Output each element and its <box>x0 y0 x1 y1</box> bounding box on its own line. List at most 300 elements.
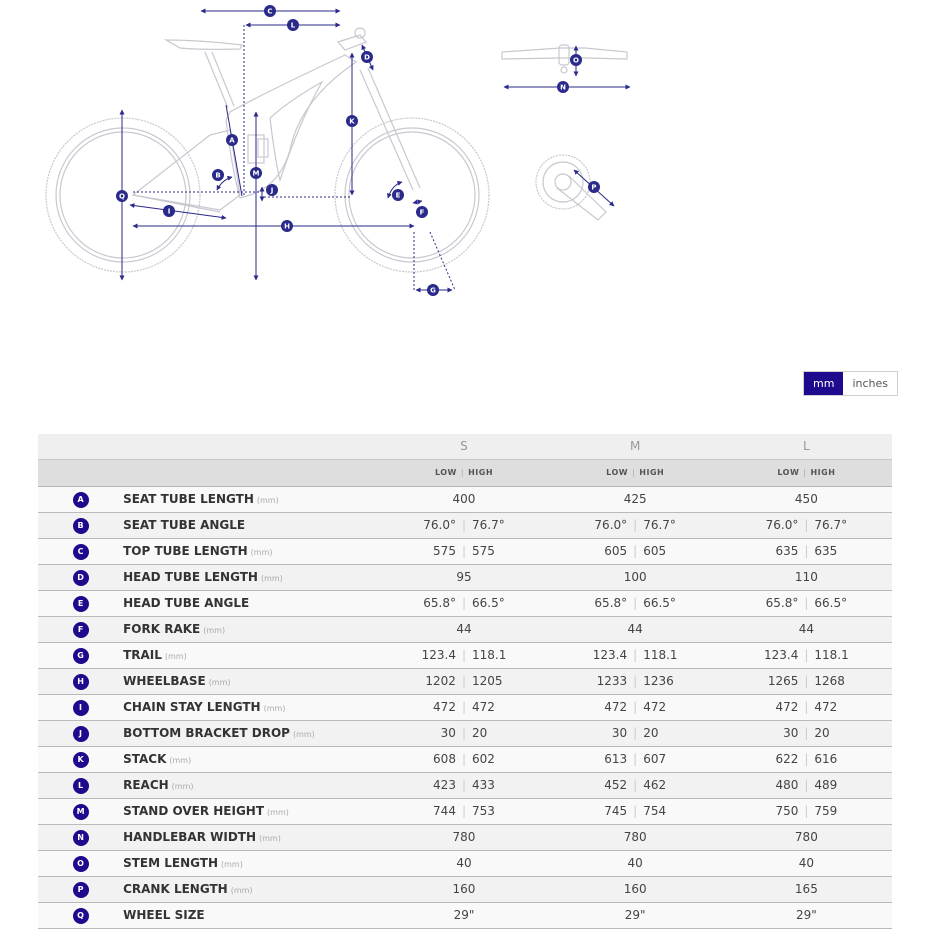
svg-text:A: A <box>229 136 235 145</box>
separator: | <box>461 804 466 818</box>
geometry-table <box>38 434 892 929</box>
value-high: 616 <box>814 752 838 766</box>
value-low: 744 <box>433 804 456 818</box>
geometry-diagram <box>0 0 934 310</box>
row-label-cell <box>123 486 378 512</box>
row-key-badge: C <box>73 544 89 560</box>
value-low: 472 <box>775 700 799 714</box>
marker-o <box>570 54 582 66</box>
separator: | <box>461 700 466 714</box>
value-low: 65.8° <box>594 596 628 610</box>
value-high: 1268 <box>814 674 845 688</box>
value-high: 433 <box>472 778 495 792</box>
row-label-cell <box>123 876 378 902</box>
row-key-badge: A <box>73 492 89 508</box>
svg-text:G: G <box>430 286 436 295</box>
value-high: 76.7° <box>814 518 848 532</box>
value-cell-l <box>721 590 892 616</box>
value-cell-m <box>550 746 721 772</box>
value-low: 76.0° <box>765 518 799 532</box>
separator: | <box>803 468 807 477</box>
separator: | <box>460 468 465 477</box>
value-low: 65.8° <box>765 596 799 610</box>
value-high: 754 <box>643 804 667 818</box>
value-cell-s <box>378 512 549 538</box>
empty-header <box>38 459 123 486</box>
value-low: 65.8° <box>423 596 456 610</box>
geometry-table-body <box>38 486 892 928</box>
marker-p <box>588 181 600 193</box>
value-cell-m <box>550 642 721 668</box>
low-high-header <box>378 459 549 486</box>
value-low: 635 <box>775 544 799 558</box>
separator: | <box>633 596 638 610</box>
value-cell-s <box>378 590 549 616</box>
row-label-cell <box>123 512 378 538</box>
value-cell-l <box>721 772 892 798</box>
value-high: 66.5° <box>643 596 676 610</box>
value-high: 1236 <box>643 674 674 688</box>
marker-g <box>427 284 439 296</box>
separator: | <box>461 726 466 740</box>
row-key-badge: G <box>73 648 89 664</box>
value: 40 <box>798 856 815 870</box>
unit-mm-button[interactable]: mm <box>804 372 843 395</box>
value-cell-l <box>721 746 892 772</box>
row-label-cell <box>123 902 378 928</box>
value-cell-m <box>550 668 721 694</box>
value-low: 472 <box>433 700 456 714</box>
value-cell-l <box>721 616 892 642</box>
separator: | <box>461 648 466 662</box>
size-header-row <box>38 434 892 459</box>
row-key-badge: B <box>73 518 89 534</box>
badge-cell <box>38 772 123 798</box>
separator: | <box>633 544 638 558</box>
value: 44 <box>456 622 472 636</box>
value-cell-s <box>378 746 549 772</box>
value-cell-m <box>550 564 721 590</box>
value-cell-s <box>378 772 549 798</box>
row-key-badge: F <box>73 622 89 638</box>
value: 40 <box>627 856 643 870</box>
value-low: 76.0° <box>423 518 456 532</box>
badge-cell <box>38 564 123 590</box>
value-high: 462 <box>643 778 667 792</box>
table-row <box>38 668 892 694</box>
row-label: HANDLEBAR WIDTH <box>123 830 257 844</box>
svg-text:L: L <box>290 21 296 30</box>
value: 165 <box>794 882 818 896</box>
row-unit: (mm) <box>250 548 273 557</box>
high-label: HIGH <box>639 468 665 477</box>
value-low: 605 <box>604 544 628 558</box>
separator: | <box>804 596 809 610</box>
separator: | <box>804 674 809 688</box>
row-label: FORK RAKE <box>123 622 201 636</box>
value: 44 <box>627 622 643 636</box>
table-row <box>38 590 892 616</box>
value-cell-s <box>378 720 549 746</box>
handlebar-illustration <box>502 45 627 73</box>
table-row <box>38 746 892 772</box>
separator: | <box>633 674 638 688</box>
table-row <box>38 772 892 798</box>
row-label: WHEELBASE <box>123 674 206 688</box>
value-cell-l <box>721 538 892 564</box>
value-cell-m <box>550 590 721 616</box>
value-low: 480 <box>775 778 799 792</box>
separator: | <box>804 544 809 558</box>
value-high: 607 <box>643 752 667 766</box>
value-cell-m <box>550 616 721 642</box>
marker-c <box>264 5 276 17</box>
value-cell-s <box>378 694 549 720</box>
row-unit: (mm) <box>203 626 226 635</box>
value: 95 <box>456 570 472 584</box>
separator: | <box>461 778 466 792</box>
row-label: HEAD TUBE LENGTH <box>123 570 258 584</box>
value-low: 622 <box>775 752 799 766</box>
value-high: 472 <box>814 700 838 714</box>
separator: | <box>632 468 636 477</box>
value-low: 30 <box>440 726 456 740</box>
value-cell-m <box>550 720 721 746</box>
value-cell-s <box>378 902 549 928</box>
separator: | <box>804 518 809 532</box>
value-high: 575 <box>472 544 495 558</box>
value-cell-m <box>550 798 721 824</box>
badge-cell <box>38 746 123 772</box>
svg-text:H: H <box>284 222 290 231</box>
value-cell-l <box>721 798 892 824</box>
size-header-m: M <box>629 439 641 454</box>
svg-text:K: K <box>349 117 355 126</box>
separator: | <box>633 726 638 740</box>
value: 425 <box>623 492 647 506</box>
value-high: 76.7° <box>643 518 676 532</box>
row-label-cell <box>123 668 378 694</box>
row-label: CHAIN STAY LENGTH <box>123 700 261 714</box>
row-key-badge: I <box>73 700 89 716</box>
row-unit: (mm) <box>164 652 187 661</box>
separator: | <box>804 804 809 818</box>
low-label: LOW <box>777 468 800 477</box>
value-high: 753 <box>472 804 495 818</box>
svg-text:O: O <box>573 56 579 65</box>
value-cell-l <box>721 824 892 850</box>
row-unit: (mm) <box>169 756 192 765</box>
separator: | <box>461 674 466 688</box>
badge-cell <box>38 902 123 928</box>
value-cell-m <box>550 772 721 798</box>
marker-h <box>281 220 293 232</box>
row-label: STEM LENGTH <box>123 856 218 870</box>
unit-toggle <box>803 371 898 396</box>
value-low: 750 <box>775 804 799 818</box>
row-label-cell <box>123 616 378 642</box>
value-cell-l <box>721 902 892 928</box>
row-key-badge: K <box>73 752 89 768</box>
value-high: 20 <box>814 726 830 740</box>
value-low: 745 <box>604 804 628 818</box>
value: 160 <box>452 882 476 896</box>
value-cell-m <box>550 512 721 538</box>
value-low: 608 <box>433 752 456 766</box>
value-high: 1205 <box>472 674 503 688</box>
table-row <box>38 876 892 902</box>
row-label: CRANK LENGTH <box>123 882 228 896</box>
value-low: 1202 <box>425 674 456 688</box>
row-key-badge: M <box>73 804 89 820</box>
row-label: STACK <box>123 752 167 766</box>
table-row <box>38 824 892 850</box>
badge-cell <box>38 486 123 512</box>
row-label-cell <box>123 720 378 746</box>
value-cell-s <box>378 876 549 902</box>
value-high: 472 <box>643 700 667 714</box>
separator: | <box>461 518 466 532</box>
size-header-l: L <box>803 439 810 454</box>
row-label-cell <box>123 824 378 850</box>
row-key-badge: H <box>73 674 89 690</box>
value-high: 66.5° <box>814 596 848 610</box>
svg-text:N: N <box>560 83 566 92</box>
separator: | <box>804 726 809 740</box>
row-unit: (mm) <box>259 834 281 843</box>
row-key-badge: L <box>73 778 89 794</box>
separator: | <box>633 518 638 532</box>
svg-text:D: D <box>364 53 370 62</box>
separator: | <box>804 700 809 714</box>
value: 40 <box>456 856 472 870</box>
value-cell-s <box>378 668 549 694</box>
svg-text:F: F <box>419 208 425 217</box>
row-unit: (mm) <box>171 782 194 791</box>
badge-cell <box>38 798 123 824</box>
value-high: 605 <box>643 544 667 558</box>
svg-text:P: P <box>591 183 597 192</box>
table-row <box>38 850 892 876</box>
row-key-badge: P <box>73 882 89 898</box>
value-low: 423 <box>433 778 456 792</box>
value: 450 <box>794 492 818 506</box>
value-cell-l <box>721 876 892 902</box>
svg-text:M: M <box>252 169 260 178</box>
separator: | <box>633 804 638 818</box>
row-key-badge: E <box>73 596 89 612</box>
value: 780 <box>794 830 818 844</box>
row-unit: (mm) <box>208 678 231 687</box>
value-cell-s <box>378 824 549 850</box>
separator: | <box>461 752 466 766</box>
row-label: SEAT TUBE LENGTH <box>123 492 254 506</box>
svg-text:J: J <box>270 186 274 195</box>
value-cell-l <box>721 720 892 746</box>
separator: | <box>633 778 638 792</box>
row-label-cell <box>123 564 378 590</box>
low-high-header-row <box>38 459 892 486</box>
value-cell-m <box>550 876 721 902</box>
row-label-cell <box>123 694 378 720</box>
row-key-badge: J <box>73 726 89 742</box>
empty-header <box>123 434 378 459</box>
value-high: 20 <box>472 726 488 740</box>
badge-cell <box>38 876 123 902</box>
row-unit: (mm) <box>256 496 279 505</box>
badge-cell <box>38 850 123 876</box>
svg-text:B: B <box>215 171 221 180</box>
value-cell-s <box>378 798 549 824</box>
row-label-cell <box>123 798 378 824</box>
high-label: HIGH <box>810 468 836 477</box>
value: 29" <box>795 908 817 922</box>
marker-f <box>416 206 428 218</box>
value-cell-s <box>378 850 549 876</box>
svg-text:I: I <box>167 207 171 216</box>
badge-cell <box>38 512 123 538</box>
badge-cell <box>38 590 123 616</box>
table-row <box>38 538 892 564</box>
value: 160 <box>623 882 647 896</box>
value-high: 489 <box>814 778 838 792</box>
empty-header <box>123 459 378 486</box>
value-high: 118.1 <box>814 648 849 662</box>
value-low: 1265 <box>767 674 799 688</box>
value-high: 118.1 <box>643 648 678 662</box>
value-high: 472 <box>472 700 495 714</box>
marker-a <box>226 134 238 146</box>
row-key-badge: D <box>73 570 89 586</box>
value: 400 <box>452 492 476 506</box>
value-cell-s <box>378 616 549 642</box>
row-label-cell <box>123 850 378 876</box>
value-low: 123.4 <box>421 648 456 662</box>
marker-j <box>266 184 278 196</box>
badge-cell <box>38 668 123 694</box>
badge-cell <box>38 538 123 564</box>
row-label-cell <box>123 772 378 798</box>
badge-cell <box>38 720 123 746</box>
row-label-cell <box>123 642 378 668</box>
value-low: 30 <box>783 726 799 740</box>
row-label: SEAT TUBE ANGLE <box>123 518 246 532</box>
value-cell-l <box>721 564 892 590</box>
value-low: 123.4 <box>764 648 799 662</box>
value: 110 <box>794 570 818 584</box>
badge-cell <box>38 616 123 642</box>
value-high: 118.1 <box>472 648 507 662</box>
value: 780 <box>623 830 647 844</box>
row-label-cell <box>123 746 378 772</box>
value: 44 <box>798 622 815 636</box>
row-unit: (mm) <box>263 704 286 713</box>
table-row <box>38 720 892 746</box>
row-label: WHEEL SIZE <box>123 908 205 922</box>
row-label: BOTTOM BRACKET DROP <box>123 726 290 740</box>
value-low: 30 <box>611 726 628 740</box>
low-high-header <box>721 459 892 486</box>
table-row <box>38 616 892 642</box>
row-label: TOP TUBE LENGTH <box>123 544 248 558</box>
row-label: STAND OVER HEIGHT <box>123 804 265 818</box>
badge-cell <box>38 824 123 850</box>
separator: | <box>804 648 809 662</box>
value-low: 76.0° <box>594 518 628 532</box>
value-cell-l <box>721 668 892 694</box>
size-header-s: S <box>460 439 468 454</box>
value: 29" <box>453 908 475 922</box>
marker-n <box>557 81 569 93</box>
high-label: HIGH <box>468 468 494 477</box>
value-cell-s <box>378 486 549 512</box>
table-row <box>38 798 892 824</box>
svg-text:C: C <box>267 7 273 16</box>
row-key-badge: O <box>73 856 89 872</box>
value-low: 452 <box>604 778 628 792</box>
value-cell-s <box>378 642 549 668</box>
separator: | <box>633 648 638 662</box>
row-unit: (mm) <box>230 886 253 895</box>
front-wheel <box>335 118 489 272</box>
value-low: 472 <box>604 700 628 714</box>
bike-illustration <box>46 28 489 272</box>
value: 100 <box>623 570 647 584</box>
value-high: 602 <box>472 752 495 766</box>
svg-text:Q: Q <box>119 192 125 201</box>
value-high: 76.7° <box>472 518 505 532</box>
marker-q <box>116 190 128 202</box>
value-cell-m <box>550 486 721 512</box>
separator: | <box>461 596 466 610</box>
low-label: LOW <box>606 468 629 477</box>
separator: | <box>804 778 809 792</box>
value-cell-m <box>550 902 721 928</box>
marker-l <box>287 19 299 31</box>
table-row <box>38 564 892 590</box>
marker-k <box>346 115 358 127</box>
value-cell-m <box>550 850 721 876</box>
saddle <box>166 40 242 49</box>
table-row <box>38 642 892 668</box>
row-label-cell <box>123 590 378 616</box>
separator: | <box>804 752 809 766</box>
value: 780 <box>452 830 476 844</box>
marker-d <box>361 51 373 63</box>
frame <box>226 55 356 198</box>
value-high: 66.5° <box>472 596 505 610</box>
row-unit: (mm) <box>267 808 289 817</box>
value-high: 635 <box>814 544 838 558</box>
unit-inches-button[interactable]: inches <box>843 372 897 395</box>
table-row <box>38 694 892 720</box>
row-label-cell <box>123 538 378 564</box>
separator: | <box>461 544 466 558</box>
value-cell-m <box>550 824 721 850</box>
value-cell-s <box>378 538 549 564</box>
separator: | <box>633 752 638 766</box>
value-cell-l <box>721 850 892 876</box>
empty-header <box>38 434 123 459</box>
value-cell-l <box>721 694 892 720</box>
table-row <box>38 512 892 538</box>
marker-b <box>212 169 224 181</box>
value-low: 123.4 <box>592 648 628 662</box>
row-unit: (mm) <box>260 574 283 583</box>
row-unit: (mm) <box>221 860 243 869</box>
table-row <box>38 902 892 928</box>
low-high-header <box>550 459 721 486</box>
